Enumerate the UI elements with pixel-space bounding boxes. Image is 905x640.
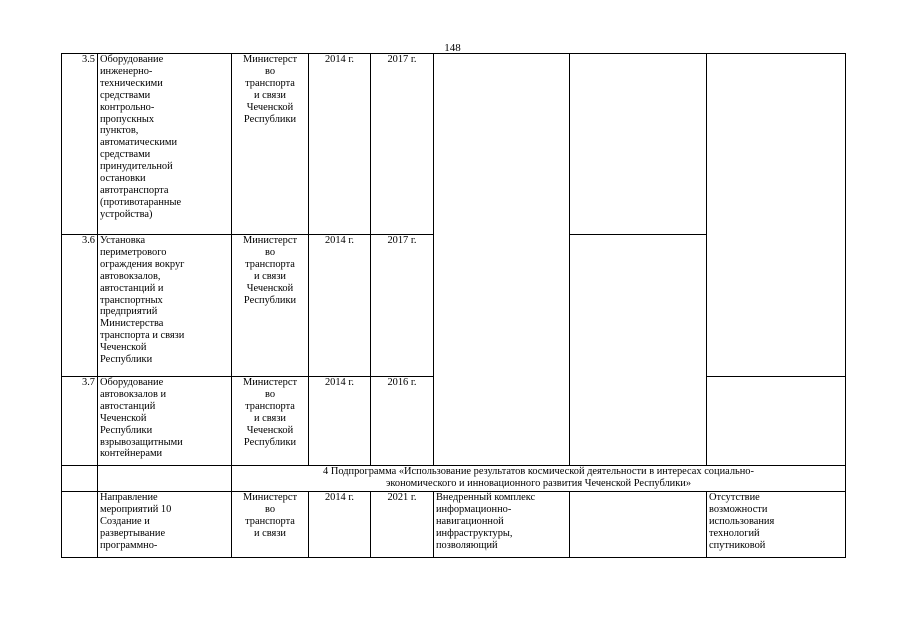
measure-empty-cell [570,492,707,558]
subprogram-empty-cell [98,466,232,492]
measure-empty-cell [570,235,707,466]
subprogram-number-cell [62,466,98,492]
measure-end-year: 2017 г. [371,54,434,235]
measure-start-year: 2014 г. [309,492,371,558]
page-number: 148 [444,42,461,54]
measure-end-year: 2016 г. [371,377,434,466]
measure-executor: Министерст во транспорта и связи Чеченской Республики [232,54,309,235]
measure-number: 3.6 [62,235,98,377]
measure-consequence-cell [707,54,846,377]
measure-name: Оборудование инженерно- техническими средствами контрольно- пропускных пунктов, автоматическими средствами принудительной остановки автотранспорта (противотаранные устройства) [98,54,232,235]
subprogram-title: 4 Подпрограмма «Использование результатов космической деятельности в интересах социально- экономического и инновационного развития Чеченской Республики» [232,466,846,492]
measure-name: Направление мероприятий 10 Создание и развертывание программно- [98,492,232,558]
measure-number: 3.5 [62,54,98,235]
subprogram-row [62,466,846,492]
measure-executor: Министерст во транспорта и связи Чеченской Республики [232,235,309,377]
measure-start-year: 2014 г. [309,54,371,235]
measure-result-cell [434,54,570,466]
measure-consequence-cell [707,377,846,466]
measure-executor: Министерст во транспорта и связи Чеченской Республики [232,377,309,466]
table-row [62,492,846,558]
measure-start-year: 2014 г. [309,235,371,377]
measure-result: Внедренный комплекс информационно- навигационной инфраструктуры, позволяющий [434,492,570,558]
measure-start-year: 2014 г. [309,377,371,466]
measure-number: 3.7 [62,377,98,466]
measure-consequence: Отсутствие возможности использования технологий спутниковой [707,492,846,558]
measure-name: Установка периметрового ограждения вокруг автовокзалов, автостанций и транспортных предприятий Министерства транспорта и связи Чеченской Республики [98,235,232,377]
measure-name: Оборудование автовокзалов и автостанций Чеченской Республики взрывозащитными контейнерами [98,377,232,466]
program-measures-table [61,53,846,558]
table-row [62,54,846,235]
measure-executor: Министерст во транспорта и связи [232,492,309,558]
measure-end-year: 2021 г. [371,492,434,558]
measure-end-year: 2017 г. [371,235,434,377]
measure-empty-cell [570,54,707,235]
measure-number [62,492,98,558]
